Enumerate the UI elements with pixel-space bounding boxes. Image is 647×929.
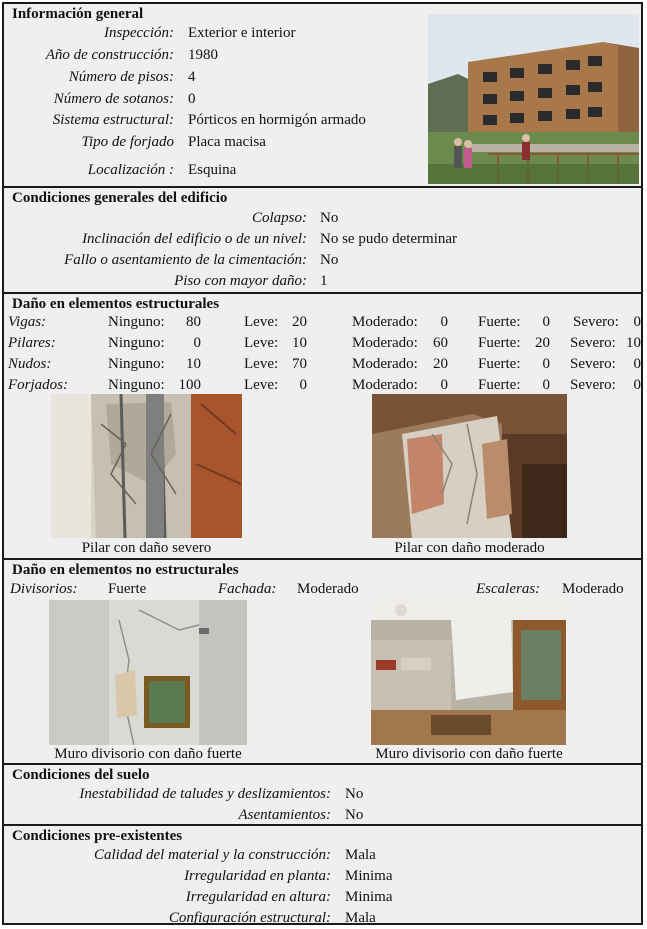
floors-value: 4	[188, 69, 196, 85]
stairs-label: Escaleras:	[476, 581, 541, 597]
category-label: Fuerte:	[478, 335, 521, 351]
category-label: Leve:	[244, 335, 279, 351]
facade-value: Moderado	[297, 581, 359, 597]
nonstructural-damage-section	[4, 560, 641, 765]
settlement-label: Asentamientos:	[238, 807, 331, 823]
damage-value: 0	[440, 377, 448, 393]
element-label: Pilares:	[8, 335, 56, 351]
material-quality-label: Calidad del material y la construcción:	[93, 847, 331, 863]
partition-wall-photo-2	[371, 600, 566, 745]
damage-value: 0	[633, 356, 641, 372]
category-label: Ninguno:	[108, 377, 165, 393]
category-label: Ninguno:	[108, 314, 165, 330]
damage-value: 100	[178, 377, 201, 393]
material-quality-value: Mala	[345, 847, 376, 863]
slab-type-value: Placa macisa	[188, 134, 266, 150]
category-label: Fuerte:	[478, 314, 521, 330]
damage-value: 0	[193, 335, 201, 351]
location-label: Localización :	[87, 162, 174, 178]
soil-conditions-title: Condiciones del suelo	[12, 767, 150, 783]
category-label: Fuerte:	[478, 377, 521, 393]
damage-value: 0	[542, 356, 550, 372]
plan-irregularity-value: Minima	[345, 868, 393, 884]
element-label: Vigas:	[8, 314, 47, 330]
structural-configuration-value: Mala	[345, 910, 376, 926]
collapse-value: No	[320, 210, 339, 226]
stairs-value: Moderado	[562, 581, 624, 597]
damage-value: 0	[633, 377, 641, 393]
nonstructural-damage-title: Daño en elementos no estructurales	[12, 562, 239, 578]
floors-label: Número de pisos:	[68, 69, 174, 85]
column-severe-damage-caption: Pilar con daño severo	[81, 540, 212, 556]
damage-value: 60	[433, 335, 448, 351]
damage-value: 0	[299, 377, 307, 393]
category-label: Leve:	[244, 314, 279, 330]
building-conditions-section	[4, 188, 641, 294]
slope-instability-value: No	[345, 786, 364, 802]
foundation-failure-value: No	[320, 252, 339, 268]
damage-value: 80	[186, 314, 201, 330]
column-moderate-damage-caption: Pilar con daño moderado	[394, 540, 545, 556]
damage-value: 70	[292, 356, 307, 372]
damage-value: 10	[292, 335, 307, 351]
category-label: Severo:	[573, 314, 619, 330]
foundation-failure-label: Fallo o asentamiento de la cimentación:	[64, 252, 307, 268]
soil-conditions-section	[4, 765, 641, 826]
construction-year-label: Año de construcción:	[45, 47, 174, 63]
inclination-value: No se pudo determinar	[320, 231, 458, 247]
basements-label: Número de sotanos:	[53, 91, 174, 107]
facade-label: Fachada:	[218, 581, 277, 597]
damage-value: 20	[433, 356, 448, 372]
element-label: Forjados:	[8, 377, 68, 393]
height-irregularity-label: Irregularidad en altura:	[185, 889, 331, 905]
category-label: Moderado:	[352, 314, 418, 330]
location-value: Esquina	[188, 162, 237, 178]
damage-value: 0	[542, 377, 550, 393]
category-label: Fuerte:	[478, 356, 521, 372]
damage-value: 0	[633, 314, 641, 330]
general-info-title: Información general	[12, 6, 144, 22]
settlement-value: No	[345, 807, 364, 823]
most-damaged-floor-label: Piso con mayor daño:	[174, 273, 307, 289]
inspection-label: Inspección:	[104, 25, 174, 41]
category-label: Leve:	[244, 377, 279, 393]
structural-damage-title: Daño en elementos estructurales	[12, 296, 220, 312]
column-severe-damage-photo	[51, 394, 242, 538]
partitions-label: Divisorios:	[10, 581, 78, 597]
category-label: Moderado:	[352, 335, 418, 351]
slope-instability-label: Inestabilidad de taludes y deslizamientos:	[79, 786, 331, 802]
structural-damage-section	[4, 294, 641, 560]
partition-wall-caption-1: Muro divisorio con daño fuerte	[54, 746, 242, 762]
damage-value: 20	[292, 314, 307, 330]
structural-system-value: Pórticos en hormigón armado	[188, 112, 366, 128]
damage-value: 10	[186, 356, 201, 372]
height-irregularity-value: Minima	[345, 889, 393, 905]
preexisting-conditions-section	[4, 826, 641, 926]
category-label: Moderado:	[352, 377, 418, 393]
structural-system-label: Sistema estructural:	[52, 112, 174, 128]
plan-irregularity-label: Irregularidad en planta:	[184, 868, 331, 884]
basements-value: 0	[188, 91, 196, 107]
damage-value: 0	[440, 314, 448, 330]
structural-configuration-label: Configuración estructural:	[168, 910, 331, 926]
category-label: Severo:	[570, 335, 616, 351]
most-damaged-floor-value: 1	[320, 273, 328, 289]
general-info-section	[4, 4, 641, 188]
damage-value: 20	[535, 335, 550, 351]
damage-value: 10	[626, 335, 641, 351]
inspection-value: Exterior e interior	[188, 25, 296, 41]
category-label: Severo:	[570, 356, 616, 372]
partitions-value: Fuerte	[108, 581, 147, 597]
collapse-label: Colapso:	[251, 210, 307, 226]
building-exterior-photo	[428, 14, 639, 184]
column-moderate-damage-photo	[372, 394, 567, 538]
category-label: Moderado:	[352, 356, 418, 372]
building-conditions-title: Condiciones generales del edificio	[12, 190, 228, 206]
inclination-label: Inclinación del edificio o de un nivel:	[82, 231, 307, 247]
element-label: Nudos:	[8, 356, 52, 372]
category-label: Ninguno:	[108, 335, 165, 351]
category-label: Leve:	[244, 356, 279, 372]
category-label: Ninguno:	[108, 356, 165, 372]
partition-wall-caption-2: Muro divisorio con daño fuerte	[375, 746, 563, 762]
category-label: Severo:	[570, 377, 616, 393]
construction-year-value: 1980	[188, 47, 218, 63]
inspection-sheet	[2, 2, 643, 925]
preexisting-conditions-title: Condiciones pre-existentes	[12, 828, 183, 844]
partition-wall-photo-1	[49, 600, 247, 745]
damage-value: 0	[542, 314, 550, 330]
slab-type-label: Tipo de forjado	[81, 134, 174, 150]
